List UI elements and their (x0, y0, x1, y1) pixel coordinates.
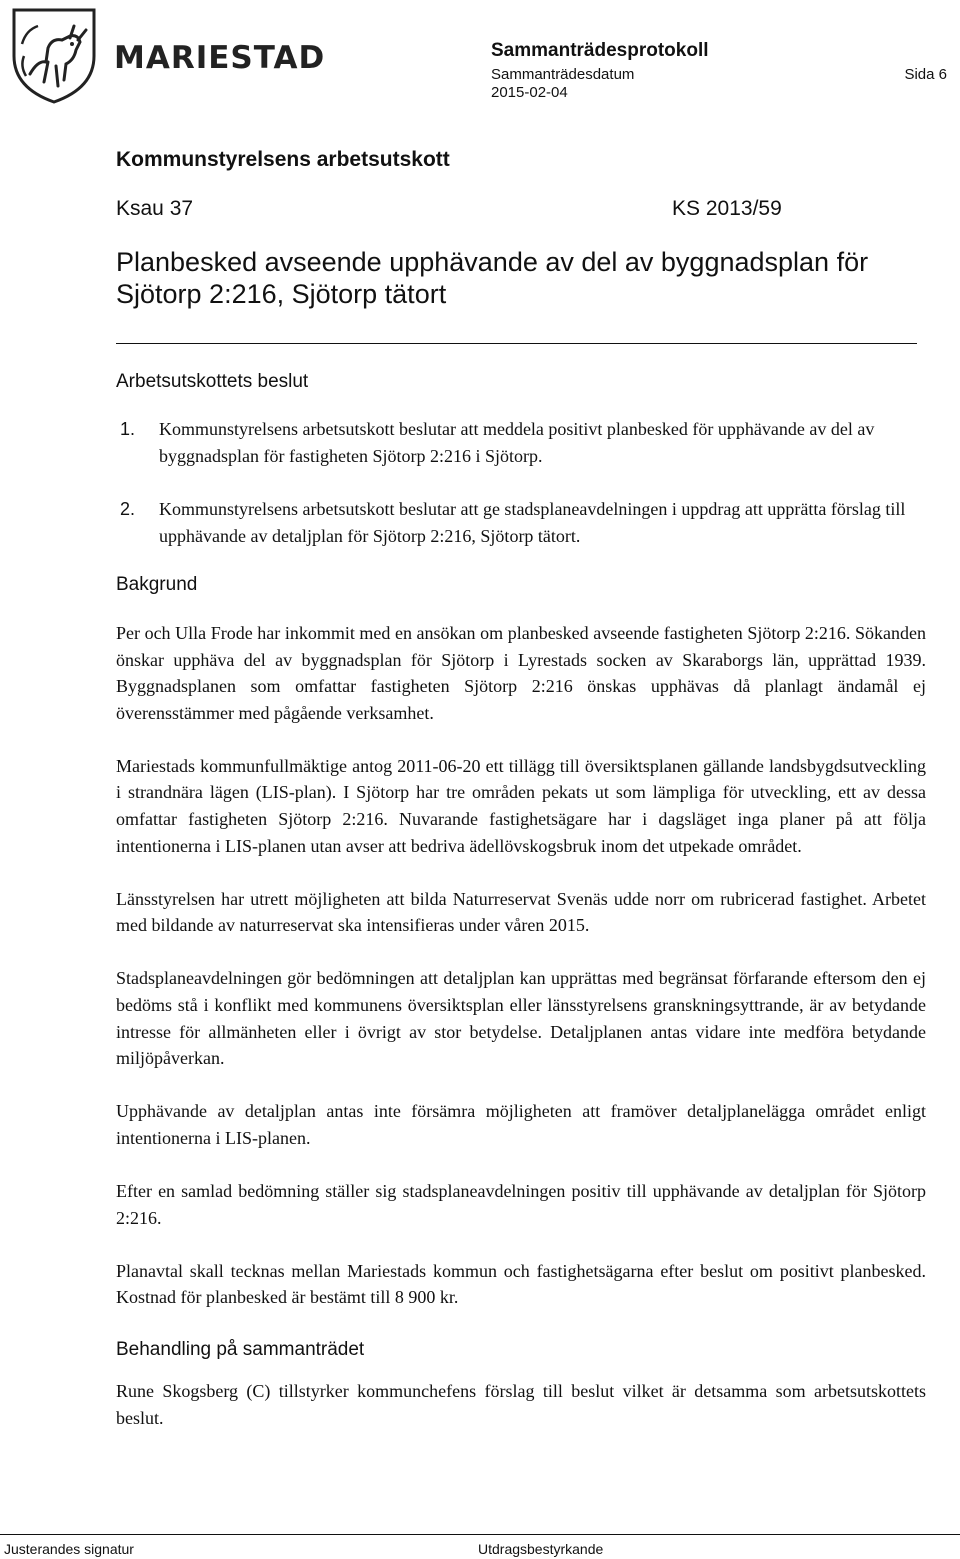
footer-divider (0, 1534, 960, 1535)
body-paragraph: Stadsplaneavdelningen gör bedömningen att detaljplan kan upprättas med begränsat förfarande eftersom den ej bedöms stå i konflikt med kommunens översiktsplan eller länsstyrelsens granskningsyttrande, är av betydande intresse för allmänheten eller i övrigt av stor betydelse. Detaljplanen antas vidare inte medföra betydande miljöpåverkan. (116, 968, 926, 1069)
decision-heading: Arbetsutskottets beslut (116, 371, 309, 392)
meeting-heading: Behandling på sammanträdet (116, 1339, 365, 1361)
body-paragraph: Efter en samlad bedömning ställer sig stadsplaneavdelningen positiv till upphävande av detaljplan för Sjötorp 2:216. (116, 1181, 926, 1228)
list-number: 2. (120, 499, 136, 519)
list-number: 1. (120, 419, 136, 439)
page-title: Planbesked avseende upphävande av del av byggnadsplan för Sjötorp 2:216, Sjötorp tätort (116, 247, 869, 309)
list-text: Kommunstyrelsens arbetsutskott beslutar att meddela positivt planbesked för upphävande av del av byggnadsplan för fastigheten Sjötorp 2:216 i Sjötorp. (159, 419, 875, 466)
list-item (116, 496, 926, 550)
document-type: Sammanträdesprotokoll (491, 40, 709, 61)
signature-label: Justerandes signatur (4, 1541, 134, 1557)
list-text: Kommunstyrelsens arbetsutskott beslutar att ge stadsplaneavdelningen i uppdrag att upprätta förslag till upphävande av detaljplan för Sjötorp 2:216, Sjötorp tätort. (159, 499, 906, 546)
case-number: KS 2013/59 (672, 197, 782, 220)
paragraph-reference: Ksau 37 (116, 197, 194, 220)
committee-name: Kommunstyrelsens arbetsutskott (116, 148, 450, 171)
meeting-date: 2015-02-04 (491, 84, 568, 101)
title-divider (116, 343, 917, 344)
body-paragraph: Per och Ulla Frode har inkommit med en ansökan om planbesked avseende fastigheten Sjötorp 2:216. Sökanden önskar upphäva del av byggnadsplan för Sjötorp i Lyrestads socken av Skaraborgs län, upprättad 1939. Byggnadsplanen som omfattar fastigheten Sjötorp 2:216 önskas upphävas då planlagt ändamål ej överensstämmer med pågående verksamhet. (116, 623, 926, 723)
body-paragraph: Planavtal skall tecknas mellan Mariestads kommun och fastighetsägarna efter beslut om positivt planbesked. Kostnad för planbesked är bestämt till 8 900 kr. (116, 1260, 926, 1308)
list-item (116, 416, 926, 470)
body-paragraph: Länsstyrelsen har utrett möjligheten att bilda Naturreservat Svenäs udde norr om rubricerad fastighet. Arbetet med bildande av naturreservat ska intensifieras under våren 2015. (116, 888, 926, 936)
meeting-date-label: Sammanträdesdatum (491, 66, 635, 83)
page-number: Sida 6 (904, 66, 947, 83)
certification-label: Utdragsbestyrkande (478, 1541, 604, 1557)
background-section (116, 620, 926, 1458)
background-heading: Bakgrund (116, 574, 198, 595)
municipality-logo (8, 4, 326, 104)
body-paragraph: Mariestads kommunfullmäktige antog 2011-06-20 ett tillägg till översiktsplanen gällande landsbygdsutveckling i strandnära lägen (LIS-plan). I Sjötorp har tre områden pekats ut som lämpliga för utveckling, ett av dessa omfattar fastigheten Sjötorp 2:216. Nuvarande fastighetsägare har i dagsläget inga planer på att följa intentionerna i LIS-planen utan avser att bedriva ädellövskogsbruk inom det utpekade området. (116, 755, 926, 856)
decision-list (116, 416, 926, 576)
meeting-paragraph: Rune Skogsberg (C) tillstyrker kommunchefens förslag till beslut vilket är detsamma som arbetsutskottets beslut. (116, 1380, 926, 1428)
logo-wordmark: MARIESTAD (114, 40, 326, 76)
crest-icon (8, 4, 108, 104)
body-paragraph: Upphävande av detaljplan antas inte försämra möjligheten att framöver detaljplanelägga området enligt intentionerna i LIS-planen. (116, 1101, 926, 1148)
